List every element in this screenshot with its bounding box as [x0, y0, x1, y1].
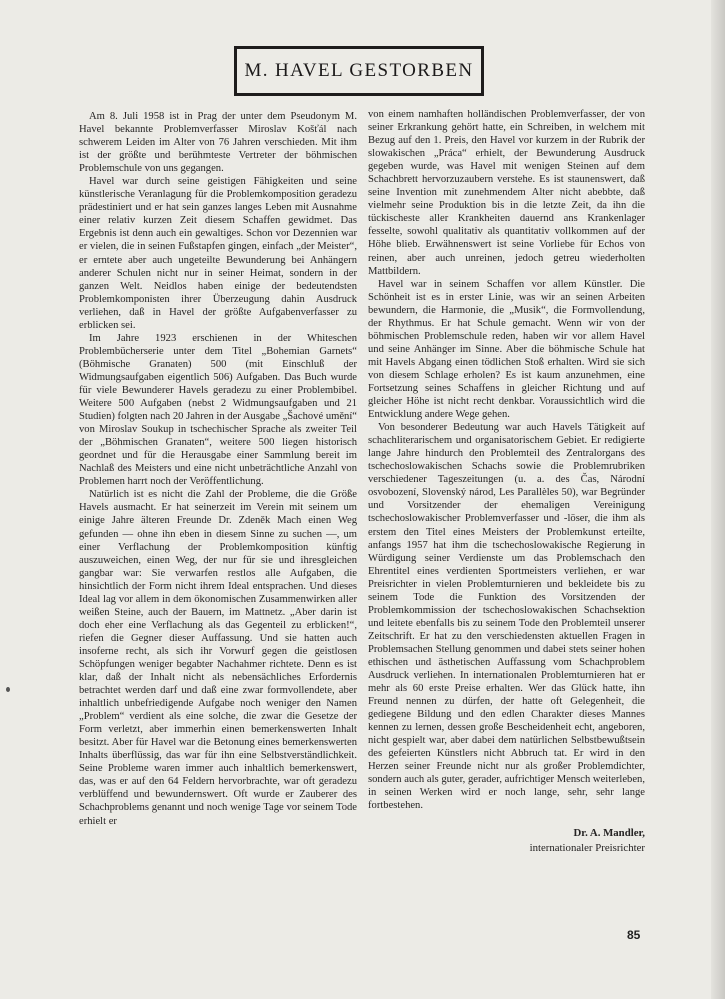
- signature-role: internationaler Preisrichter: [529, 842, 645, 854]
- paper-speck: [6, 687, 10, 692]
- paragraph: Havel war durch seine geistigen Fähigkeiten und seine künstlerische Veranlagung für die Problemkomposition geradezu prädestiniert und er hat sein ganzes langes Leben mit Ausnahme einer relativ kurzen Zeit diesem Schaffen gewidmet. Das Ergebnis ist denn auch ein gewaltiges. Schon vor Dezennien war er vielen, die in seinen Fußstapfen gingen, einfach „der Meister“, er erntete aber auch ungeteilte Bewunderung bei Anhängern anderer Schulen nicht nur in seiner Heimat, sondern in der ganzen Welt. Neidlos haben einige der bedeutendsten Problemkomponisten ihrer Überzeugung dahin Ausdruck verliehen, daß in Havel der größte Aufgabenverfasser zu erblicken sei.: [79, 176, 357, 331]
- page-number: 85: [627, 928, 641, 942]
- paragraph: Von besonderer Bedeutung war auch Havels Tätigkeit auf schachliterarischem und organisatorischem Gebiet. Er redigierte lange Jahre hindurch den Problemteil des Zentralorgans des tschechoslowakischen Schachs sowie die Problemrubriken verschiedener Tageszeitungen (u. a. des Čas, Národní osvobození, Slovenský národ, Les Parallèles 50), war Begründer und Vorsitzender der ehemaligen Vereinigung tschechoslowakischer Problemverfasser und -löser, die ihm als erstem den Titel eines Meisters der Problemkunst erteilte, anfangs 1957 hat ihm die tschechoslowakische Regierung in Würdigung seiner Verdienste um das Problemschach den Ehrentitel eines verdienten Sportmeisters verliehen, er war Preisrichter in vielen Problemturnieren und bekleidete bis zu seinem Tode die Funktion des Vorsitzenden der Problemkommission der tschechoslowakischen Schachsektion und leitete ebenfalls bis zu seinem Tode den Problemteil unserer Zeitschrift. Er hat zu den verschiedensten aktuellen Fragen in Problemsachen Stellung genommen und dabei stets seiner hohen ethischen und ästhetischen Auffassung vom Schachproblem Ausdruck verliehen. In internationalen Problemturnieren hat er mehr als 60 erste Preise erhalten. Wer das Glück hatte, ihn Freund nennen zu dürfen, der hatte oft Gelegenheit, die gediegene Bildung und den edlen Charakter dieses Mannes kennen zu lernen, dessen große Bescheidenheit echt, angeboren, nicht gespielt war, aber dabei dem natürlichen Selbstbewußtsein des gefeierten Künstlers nicht Abbruch tat. Er wird in den Herzen seiner Freunde nicht nur als großer Problemdichter, sondern auch als guter, gerader, aufrichtiger Mensch weiterleben, in seinen Werken wird er noch lange, sehr, sehr lange fortbestehen.: [368, 422, 645, 812]
- page-edge: [711, 0, 725, 999]
- paragraph: Am 8. Juli 1958 ist in Prag der unter dem Pseudonym M. Havel bekannte Problemverfasser Miroslav Košťál nach schwerem Leiden im Alter von 76 Jahren verschieden. Mit ihm ist der größte und berühmteste Vertreter der böhmischen Problemschule von uns gegangen.: [79, 111, 357, 175]
- page-title: M. HAVEL GESTORBEN: [244, 60, 474, 81]
- signature-name: Dr. A. Mandler,: [573, 827, 645, 839]
- paragraph: Natürlich ist es nicht die Zahl der Probleme, die die Größe Havels ausmacht. Er hat seinerzeit im Verein mit seinem um einige Jahre älteren Freunde Dr. Zdeněk Mach einen Weg gefunden — ohne ihn eben in diesem Sinne zu suchen —, um einer Verflachung der Problemkomposition künftig auszuweichen, einen Weg, der nur für sie und ihresgleichen gangbar war: Sie verwarfen restlos alle Aufgaben, die hinsichtlich der Form nicht ihrem Ideal entsprachen. Und dieses Ideal lag vor allem in dem ökonomischen Zusammenwirken aller weißen Steine, auch der Bauern, im Mattnetz. „Aber darin ist doch eher eine Verflachung als das Gegenteil zu erblicken!“, riefen die Gegner dieser Auffassung. Und sie hatten auch insoferne recht, als sich ihr Vorwurf gegen die geistlosen Schöpfungen weniger begabter Nachahmer richtete. Denn es ist klar, daß der Inhalt nicht als nebensächliches Erfordernis betrachtet werden darf und daß eine zwar formvollendete, aber inhaltlich unbefriedigende Aufgabe noch weniger den Namen „Problem“ verdient als eine solche, die zwar die Gesetze der Form verletzt, aber immerhin einen bemerkenswerten Inhalt besitzt. Aber für Havel war die Betonung eines bemerkenswerten Inhalts überflüssig, das war für ihn eine Selbstverständlichkeit. Seine Probleme waren immer auch inhaltlich bemerkenswert, das, was er auf den 64 Feldern hervorbrachte, war oft geradezu verblüffend und bewundernswert. Oft wurde er Zauberer des Schachproblems genannt und noch wenige Tage vor seinem Tode erhielt er: [79, 489, 357, 827]
- right-column: [368, 108, 645, 813]
- title-box: [234, 46, 484, 96]
- paragraph: Im Jahre 1923 erschienen in der Whiteschen Problembücherserie unter dem Titel „Bohemian Garnets“ (Böhmische Granaten) 500 (mit Einschluß der Widmungsaufgaben eigentlich 506) Aufgaben. Das Buch wurde für viele Bewunderer Havels geradezu zu einer Problembibel. Weitere 500 Aufgaben (nebst 2 Widmungsaufgaben und 21 Studien) folgten nach 20 Jahren in der Ausgabe „Šachové umění“ von Miroslav Soukup in tschechischer Sprache als zweiter Teil der „Böhmischen Granaten“, weitere 500 liegen historisch geordnet und für die Herausgabe einer Sammlung bereit im Nachlaß des Meisters und eine nicht unbeträchtliche Anzahl von Problemen harrt noch der Veröffentlichung.: [79, 332, 358, 488]
- paragraph: Havel war in seinem Schaffen vor allem Künstler. Die Schönheit ist es in erster Linie, was wir an seinen Arbeiten bewundern, die Harmonie, die „Musik“, die Formvollendung, der Rhythmus. Er hat Schule gemacht. Wenn wir von der böhmischen Problemschule reden, haben wir vor allem Havel und seine Anhänger im Sinne. Aber die böhmische Schule hat mit Havels Abgang einen tödlichen Stoß erhalten. Wird sie sich von diesem Schlage erholen? Es ist kaum anzunehmen, eine Fortsetzung seines Schaffens in gleicher Richtung und auf gleicher Höhe ist nicht recht denkbar. Voraussichtlich wird die Entwicklung andere Wege gehen.: [368, 278, 645, 421]
- left-column: [79, 110, 357, 828]
- paragraph: von einem namhaften holländischen Problemverfasser, der von seiner Erkrankung gehört hatte, ein Schreiben, in welchem mit Bezug auf den 1. Preis, den Havel vor kurzem in der Rubrik der slowakischen „Práca“ erhielt, der Bewunderung Ausdruck gegeben wurde, was Havel mit wenigen Steinen auf dem Schachbrett hervorzuzaubern verstehe. Es ist staunenswert, daß seine Invention mit zunehmendem Alter nicht abebbte, daß vielmehr seine Produktion bis in die letzte Zeit, da ihn die tückischeste aller Krankheiten dauernd ans Krankenlager fesselte, sowohl qualitativ als quantitativ vollkommen auf der Höhe blieb. Erwähnenswert ist seine Vorliebe für Echos von reinen, aber auch unreinen, jedoch getreu wiederholten Mattbildern.: [368, 109, 645, 277]
